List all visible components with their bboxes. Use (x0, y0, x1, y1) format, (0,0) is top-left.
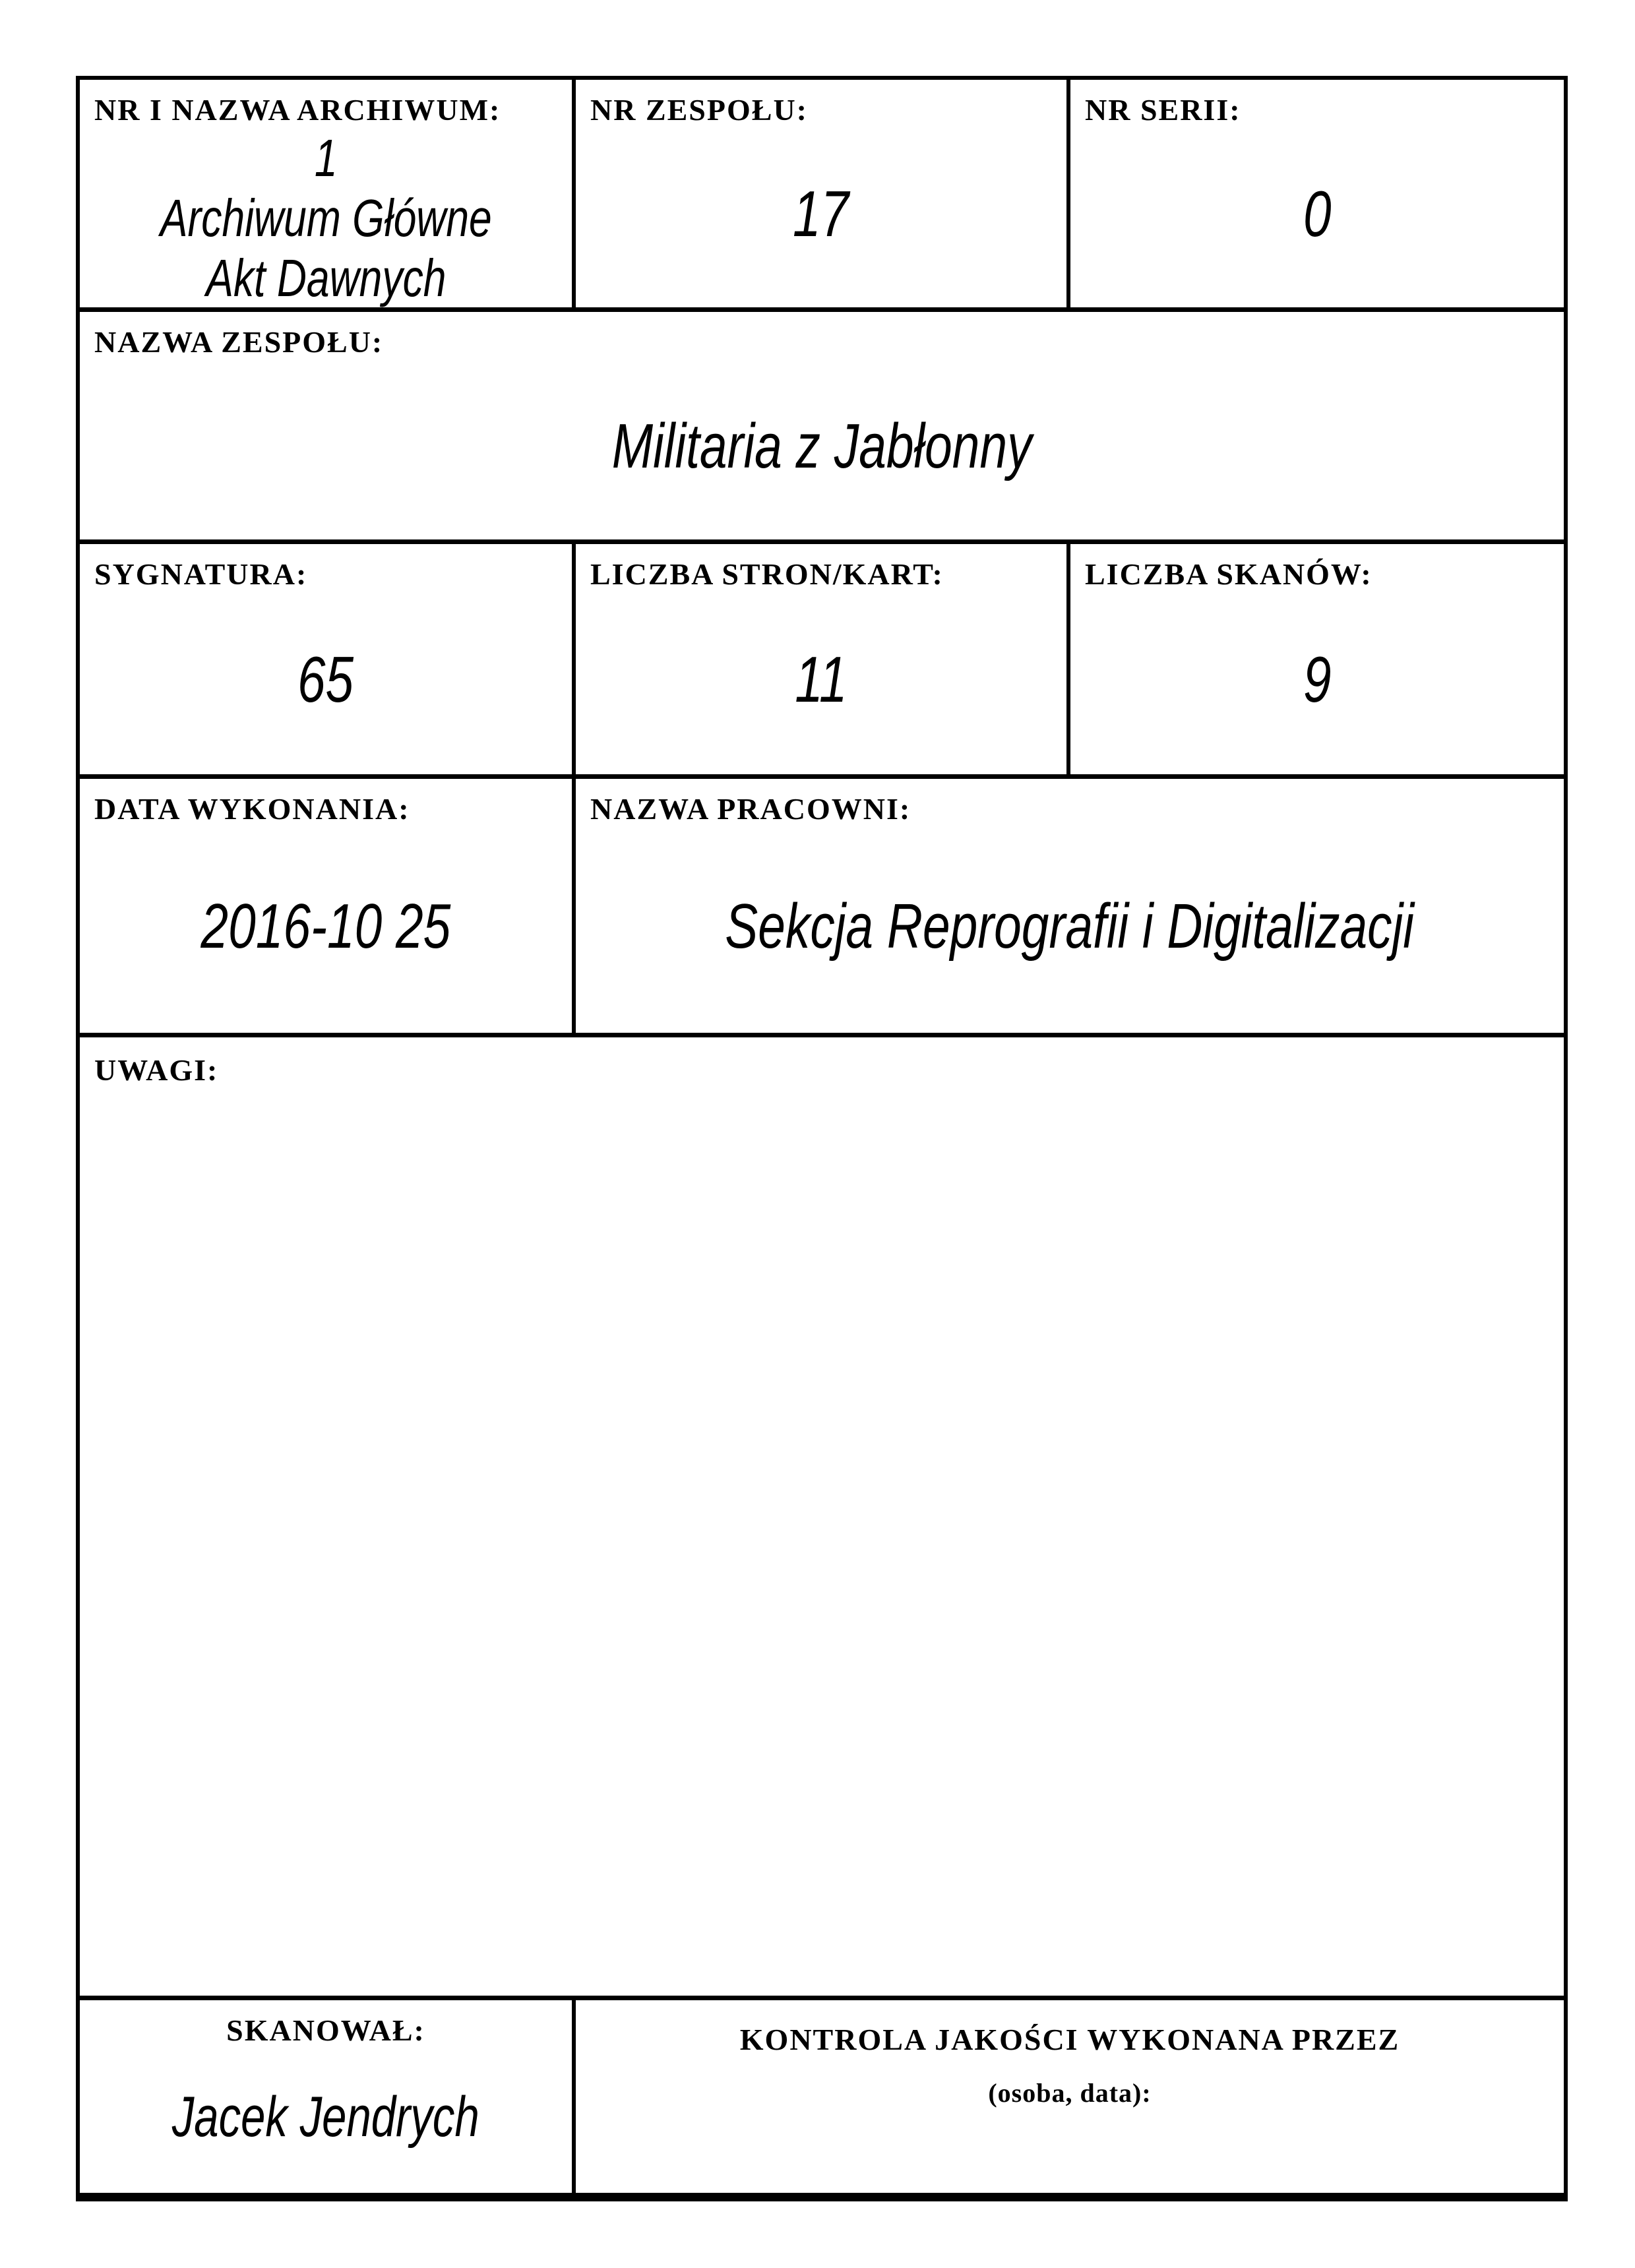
field-value (590, 128, 1052, 301)
field-uwagi (80, 1037, 1564, 1996)
field-value (590, 2108, 1549, 2186)
field-label: UWAGI: (94, 1053, 219, 1087)
field-label: SYGNATURA: (94, 557, 308, 591)
form-row-archive-ids (80, 80, 1564, 312)
pages-count-value: 11 (795, 643, 848, 716)
field-value (94, 827, 557, 1026)
scanned-by-value: Jacek Jendrych (171, 2085, 480, 2149)
field-nr-i-nazwa-archiwum (80, 80, 576, 307)
signature-value: 65 (297, 643, 354, 716)
field-sygnatura (80, 544, 576, 774)
field-label: KONTROLA JAKOŚCI WYKONANA PRZEZ (739, 2023, 1400, 2056)
form-row-fonds-name (80, 312, 1564, 544)
field-value (1085, 128, 1549, 301)
fonds-number-value: 17 (793, 177, 849, 251)
field-label: NR I NAZWA ARCHIWUM: (94, 93, 501, 127)
field-sublabel: (osoba, data): (988, 2077, 1152, 2108)
field-liczba-skanow (1070, 544, 1564, 774)
field-value (94, 360, 1549, 533)
scans-count-value: 9 (1303, 643, 1332, 716)
form-row-signature-counts (80, 544, 1564, 779)
form-row-signoff (80, 2000, 1564, 2193)
archive-name-line1: Archiwum Główne (160, 189, 492, 248)
field-nr-zespolu (576, 80, 1070, 307)
field-value (1085, 592, 1549, 768)
field-value (590, 827, 1549, 1026)
field-nr-serii (1070, 80, 1564, 307)
field-label: LICZBA SKANÓW: (1085, 557, 1373, 591)
form-row-date-lab (80, 779, 1564, 1037)
field-nazwa-pracowni (576, 779, 1564, 1033)
field-data-wykonania (80, 779, 576, 1033)
field-label: LICZBA STRON/KART: (590, 557, 944, 591)
digitization-metadata-form (76, 76, 1568, 2201)
form-row-remarks (80, 1037, 1564, 2000)
field-value (94, 592, 557, 768)
field-value (94, 128, 557, 307)
field-nazwa-zespolu (80, 312, 1564, 539)
field-value (590, 592, 1052, 768)
fonds-name-value: Militaria z Jabłonny (611, 411, 1032, 482)
archive-name-line2: Akt Dawnych (205, 249, 447, 307)
field-label: DATA WYKONANIA: (94, 792, 410, 826)
field-value (94, 1088, 1549, 1989)
field-skanowal (80, 2000, 576, 2193)
field-label: NR SERII: (1085, 93, 1241, 127)
field-liczba-stron-kart (576, 544, 1070, 774)
archive-number-value: 1 (314, 128, 338, 187)
series-number-value: 0 (1303, 177, 1332, 251)
lab-name-value: Sekcja Reprografii i Digitalizacji (725, 891, 1415, 962)
field-value (94, 2048, 557, 2186)
field-label: SKANOWAŁ: (226, 2013, 425, 2047)
field-label: NAZWA PRACOWNI: (590, 792, 911, 826)
field-label: NAZWA ZESPOŁU: (94, 325, 384, 359)
execution-date-value: 2016-10 25 (201, 891, 451, 962)
field-kontrola-jakosci (576, 2000, 1564, 2193)
field-label: NR ZESPOŁU: (590, 93, 808, 127)
